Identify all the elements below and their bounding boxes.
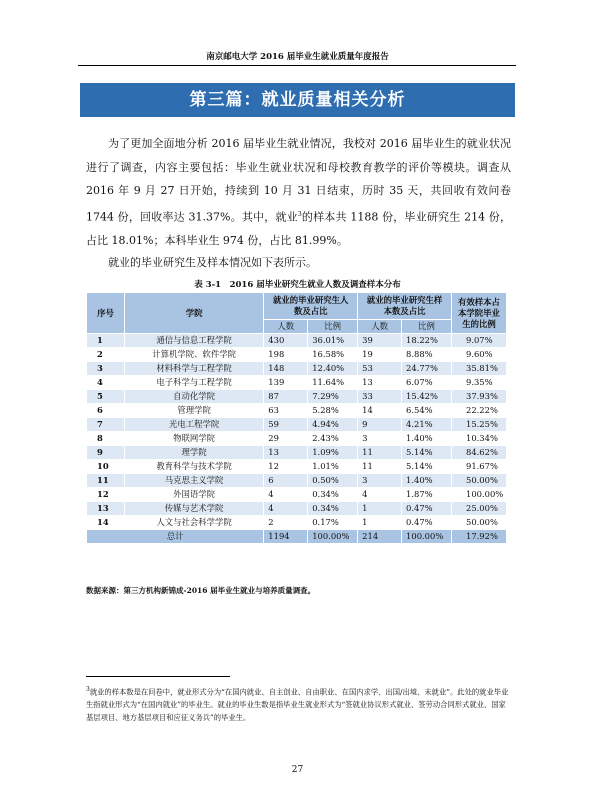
- cell-college: 计算机学院、软件学院: [124, 348, 263, 362]
- graduate-employment-table: [86, 292, 507, 544]
- cell-sample-count: 53: [358, 362, 402, 376]
- cell-sample-count: 13: [358, 376, 402, 390]
- footnote-marker: 3: [86, 686, 90, 693]
- cell-ratio: 16.58%: [308, 348, 358, 362]
- cell-college: 光电工程学院: [124, 418, 263, 432]
- cell-effective: 50.00%: [451, 516, 506, 530]
- cell-sample-ratio: 24.77%: [402, 362, 452, 376]
- cell-college: 理学院: [124, 446, 263, 460]
- header-employed: 就业的毕业研究生人数及占比: [264, 293, 358, 320]
- cell-effective: 84.62%: [451, 446, 506, 460]
- table-total-row: [87, 530, 507, 544]
- cell-ratio: 4.94%: [308, 418, 358, 432]
- cell-sample-ratio: 5.14%: [402, 460, 452, 474]
- cell-count: 198: [264, 348, 308, 362]
- cell-ratio: 2.43%: [308, 432, 358, 446]
- cell-sample-count: 4: [358, 488, 402, 502]
- cell-effective: 15.25%: [451, 418, 506, 432]
- cell-sample-ratio: 1.87%: [402, 488, 452, 502]
- cell-ratio: 0.34%: [308, 502, 358, 516]
- cell-effective: 100.00%: [451, 488, 506, 502]
- cell-ratio: 0.17%: [308, 516, 358, 530]
- cell-ratio: 0.50%: [308, 474, 358, 488]
- table-row: [87, 334, 507, 348]
- cell-total-sample-ratio: 100.00%: [402, 530, 452, 544]
- table-row: [87, 418, 507, 432]
- cell-sample-count: 11: [358, 460, 402, 474]
- cell-no: 1: [87, 334, 125, 348]
- cell-no: 8: [87, 432, 125, 446]
- table-row: [87, 488, 507, 502]
- cell-no: 9: [87, 446, 125, 460]
- cell-effective: 9.60%: [451, 348, 506, 362]
- cell-no: 12: [87, 488, 125, 502]
- cell-count: 2: [264, 516, 308, 530]
- cell-sample-ratio: 0.47%: [402, 516, 452, 530]
- cell-sample-count: 14: [358, 404, 402, 418]
- intro-paragraph: [86, 132, 511, 253]
- cell-sample-ratio: 0.47%: [402, 502, 452, 516]
- cell-sample-count: 11: [358, 446, 402, 460]
- cell-no: 2: [87, 348, 125, 362]
- cell-sample-ratio: 1.40%: [402, 474, 452, 488]
- cell-no: 4: [87, 376, 125, 390]
- table-row: [87, 376, 507, 390]
- cell-sample-count: 3: [358, 432, 402, 446]
- header-sample: 就业的毕业研究生样本数及占比: [358, 293, 452, 320]
- cell-count: 59: [264, 418, 308, 432]
- cell-sample-ratio: 4.21%: [402, 418, 452, 432]
- table-row: [87, 460, 507, 474]
- table-caption: 表 3-1 2016 届毕业研究生就业人数及调查样本分布: [194, 280, 401, 290]
- cell-college: 材料科学与工程学院: [124, 362, 263, 376]
- cell-no: 7: [87, 418, 125, 432]
- cell-no: 13: [87, 502, 125, 516]
- cell-ratio: 5.28%: [308, 404, 358, 418]
- cell-total-count: 1194: [264, 530, 308, 544]
- cell-count: 430: [264, 334, 308, 348]
- cell-sample-ratio: 6.07%: [402, 376, 452, 390]
- cell-ratio: 7.29%: [308, 390, 358, 404]
- cell-ratio: 0.34%: [308, 488, 358, 502]
- cell-sample-ratio: 8.88%: [402, 348, 452, 362]
- cell-count: 4: [264, 502, 308, 516]
- cell-sample-count: 19: [358, 348, 402, 362]
- cell-count: 12: [264, 460, 308, 474]
- header-sample-count: 人数: [358, 320, 402, 334]
- cell-effective: 22.22%: [451, 404, 506, 418]
- cell-effective: 9.07%: [451, 334, 506, 348]
- footnote: [86, 683, 511, 724]
- footnote-rule: [86, 676, 230, 677]
- table-row: [87, 404, 507, 418]
- header-sample-ratio: 比例: [402, 320, 452, 334]
- cell-college: 通信与信息工程学院: [124, 334, 263, 348]
- cell-college: 人文与社会科学学院: [124, 516, 263, 530]
- cell-count: 4: [264, 488, 308, 502]
- cell-effective: 9.35%: [451, 376, 506, 390]
- cell-count: 87: [264, 390, 308, 404]
- section-banner: 第三篇：就业质量相关分析: [80, 83, 515, 117]
- cell-sample-count: 1: [358, 502, 402, 516]
- cell-effective: 37.93%: [451, 390, 506, 404]
- cell-effective: 10.34%: [451, 432, 506, 446]
- table-row: [87, 516, 507, 530]
- table-row: [87, 432, 507, 446]
- footnote-text: 就业的样本数是在问卷中，就业形式分为“在国内就业、自主创业、自由职业、在国内求学、出国/出境、未就业”。此处的就业毕业生指就业形式为“在国内就业”的毕业生。就业的毕业生数是指毕业生就业形式为“签就业协议形式就业、签劳动合同形式就业、国家基层项目、地方基层项目和应征义务兵”的毕业生。: [86, 687, 509, 723]
- cell-total-sample-count: 214: [358, 530, 402, 544]
- cell-sample-count: 3: [358, 474, 402, 488]
- table-row: [87, 502, 507, 516]
- cell-sample-ratio: 6.54%: [402, 404, 452, 418]
- cell-college: 马克思主义学院: [124, 474, 263, 488]
- cell-count: 6: [264, 474, 308, 488]
- header-no: 序号: [87, 293, 125, 334]
- cell-sample-ratio: 1.40%: [402, 432, 452, 446]
- intro-text: 为了更加全面地分析 2016 届毕业生就业情况，我校对 2016 届毕业生的就业状况进行了调查，内容主要包括：毕业生就业状况和母校教育教学的评价等模块。调查从 2016 年 9 月 27 日开始，持续到 10 月 31 日结束，历时 35 天，共回收有效问卷 1744 份，回收率达 31.37%。其中，就业: [86, 137, 511, 224]
- cell-effective: 35.81%: [451, 362, 506, 376]
- footnote-ref[interactable]: 3: [297, 210, 302, 218]
- cell-total-label: 总计: [87, 530, 264, 544]
- cell-no: 5: [87, 390, 125, 404]
- header-college: 学院: [124, 293, 263, 334]
- cell-college: 教育科学与技术学院: [124, 460, 263, 474]
- header-effective: 有效样本占本学院毕业生的比例: [451, 293, 506, 334]
- cell-sample-count: 39: [358, 334, 402, 348]
- cell-sample-count: 33: [358, 390, 402, 404]
- table-lead-text: 就业的毕业研究生及样本情况如下表所示。: [108, 256, 317, 269]
- header-rule: [78, 65, 516, 66]
- cell-effective: 50.00%: [451, 474, 506, 488]
- cell-sample-ratio: 5.14%: [402, 446, 452, 460]
- page-number: 27: [291, 765, 304, 775]
- cell-ratio: 12.40%: [308, 362, 358, 376]
- cell-college: 传媒与艺术学院: [124, 502, 263, 516]
- cell-ratio: 1.01%: [308, 460, 358, 474]
- cell-college: 物联网学院: [124, 432, 263, 446]
- cell-sample-ratio: 18.22%: [402, 334, 452, 348]
- cell-count: 63: [264, 404, 308, 418]
- cell-sample-count: 9: [358, 418, 402, 432]
- table-row: [87, 474, 507, 488]
- header-ratio: 比例: [308, 320, 358, 334]
- cell-no: 14: [87, 516, 125, 530]
- table-row: [87, 446, 507, 460]
- intro-text-continued: 的样本共 1188 份，毕业研究生 214 份，占比 18.01%；本科毕业生 974 份，占比 81.99%。: [86, 210, 511, 248]
- cell-effective: 91.67%: [451, 460, 506, 474]
- cell-effective: 25.00%: [451, 502, 506, 516]
- cell-count: 139: [264, 376, 308, 390]
- cell-sample-count: 1: [358, 516, 402, 530]
- table-row: [87, 348, 507, 362]
- cell-ratio: 36.01%: [308, 334, 358, 348]
- header-count: 人数: [264, 320, 308, 334]
- cell-sample-ratio: 15.42%: [402, 390, 452, 404]
- page-header-title: 南京邮电大学 2016 届毕业生就业质量年度报告: [206, 52, 389, 62]
- table-row: [87, 362, 507, 376]
- table-row: [87, 390, 507, 404]
- data-source-note: 数据来源：第三方机构新锦成-2016 届毕业生就业与培养质量调查。: [86, 586, 316, 595]
- cell-count: 148: [264, 362, 308, 376]
- cell-count: 13: [264, 446, 308, 460]
- cell-no: 6: [87, 404, 125, 418]
- cell-total-ratio: 100.00%: [308, 530, 358, 544]
- table-lead-paragraph: [86, 251, 511, 275]
- cell-no: 3: [87, 362, 125, 376]
- cell-college: 管理学院: [124, 404, 263, 418]
- cell-ratio: 1.09%: [308, 446, 358, 460]
- cell-college: 自动化学院: [124, 390, 263, 404]
- cell-no: 11: [87, 474, 125, 488]
- cell-count: 29: [264, 432, 308, 446]
- cell-total-effective: 17.92%: [451, 530, 506, 544]
- cell-college: 外国语学院: [124, 488, 263, 502]
- cell-no: 10: [87, 460, 125, 474]
- cell-college: 电子科学与工程学院: [124, 376, 263, 390]
- cell-ratio: 11.64%: [308, 376, 358, 390]
